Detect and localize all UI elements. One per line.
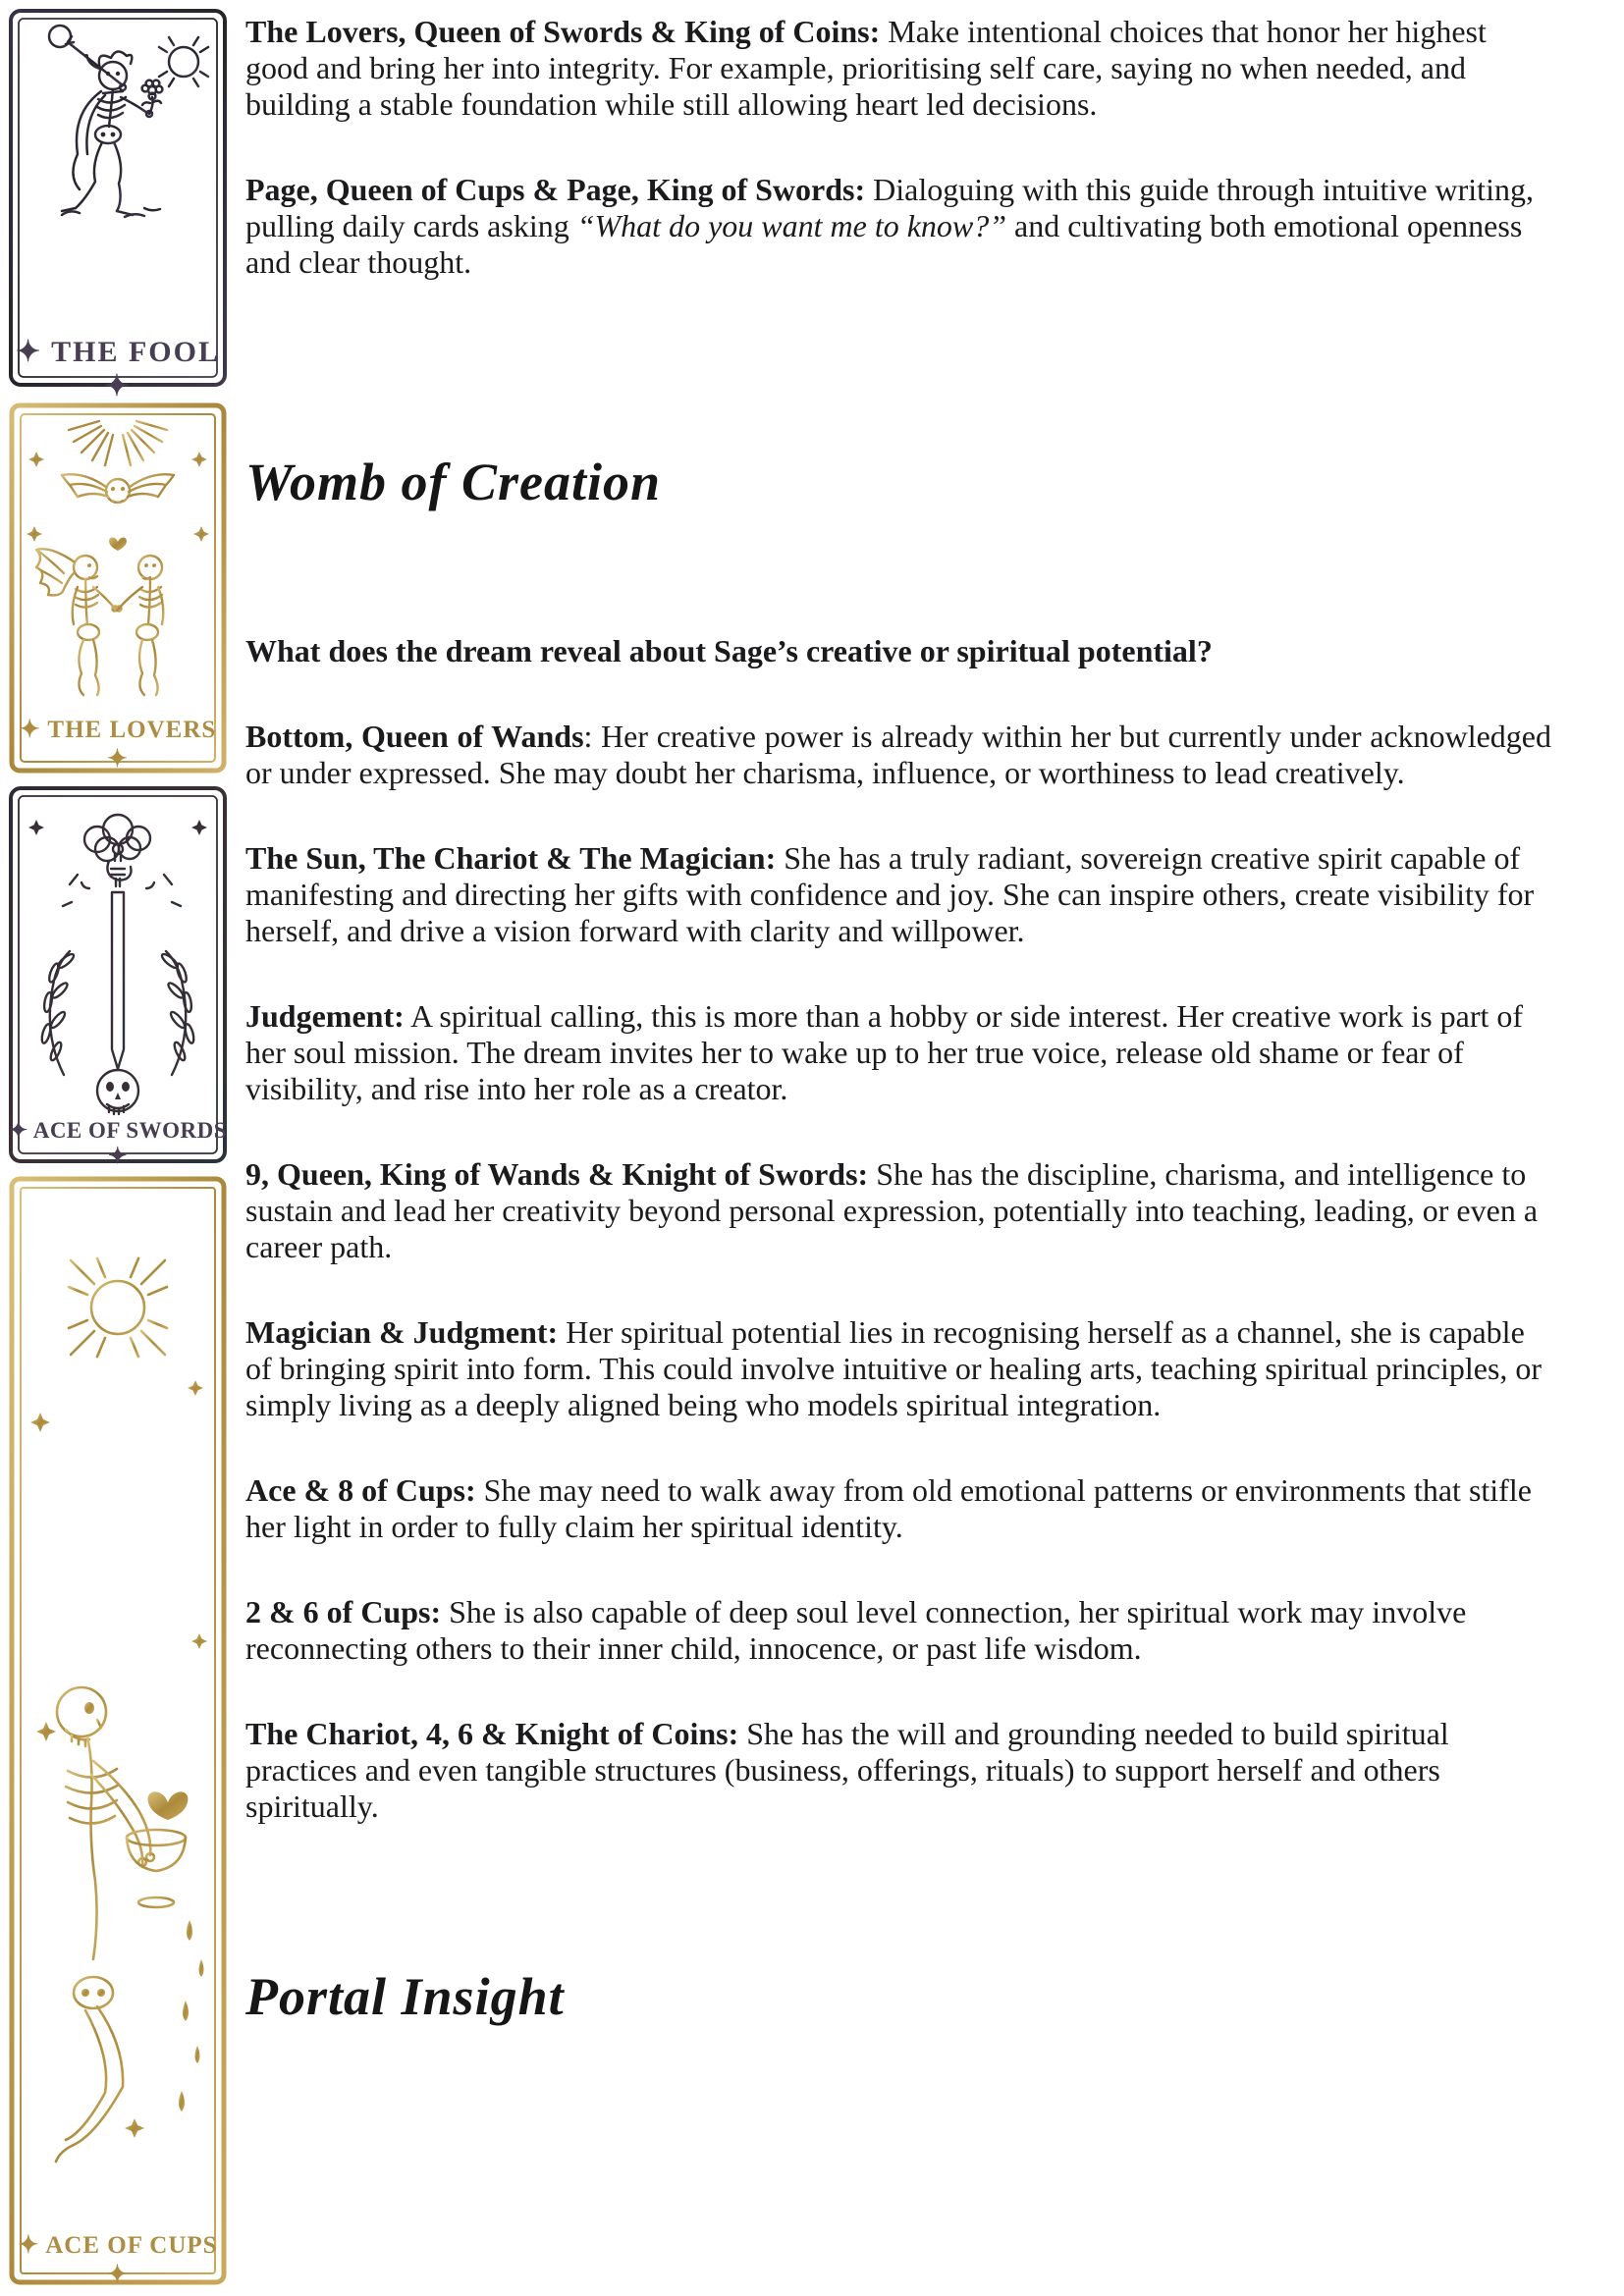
ace-of-swords-card-art: [7, 784, 229, 1165]
body-paragraph: [245, 1594, 1551, 1667]
tarot-card-the-lovers: [7, 400, 229, 775]
sparkle-icon: [30, 1413, 50, 1432]
skull-icon: [97, 1070, 138, 1114]
body-paragraph: [245, 172, 1551, 281]
quoted-question-text: “What do you want me to know?”: [576, 208, 1007, 243]
heart-icon: [109, 537, 127, 551]
card-border: [11, 11, 225, 385]
sparkle-icon: [191, 452, 207, 467]
paragraph-text: She is also capable of deep soul level connection, her spiritual work may involve reconnecting others to their inner child, innocence, or past life wisdom.: [245, 1594, 1467, 1666]
body-paragraph: [245, 719, 1551, 791]
paragraph-text: Make intentional choices that honor her highest good and bring her into integrity. For example, prioritising self care, saying no when needed, and building a stable foundation while still allowing heart led decisions.: [245, 14, 1487, 122]
sparkle-icon: [125, 2118, 144, 2138]
drip-icon: [179, 2091, 185, 2111]
script-heading: Womb of Creation: [245, 453, 662, 511]
body-paragraph: [245, 1156, 1551, 1265]
tarot-card-the-fool: [7, 7, 229, 402]
sun-rays-icon: [69, 421, 167, 467]
card-combination-lead: The Sun, The Chariot & The Magician:: [245, 840, 777, 876]
body-paragraph: [245, 1716, 1551, 1825]
card-combination-lead: 9, Queen, King of Wands & Knight of Swords:: [245, 1156, 869, 1192]
card-combination-lead: The Lovers, Queen of Swords & King of Coins:: [245, 14, 881, 49]
sparkle-icon: [191, 820, 207, 835]
tarot-cards-column: [7, 0, 229, 2296]
paragraph-text: Her spiritual potential lies in recognising herself as a channel, she is capable of bringing spirit into form. This could involve intuitive or healing arts, teaching spiritual principles, or simply living as a deeply aligned being who models spiritual integration.: [245, 1314, 1543, 1422]
ace-of-cups-card-art: [7, 1174, 229, 2287]
heart-icon: [148, 1791, 189, 1820]
sparkle-icon: [28, 452, 44, 467]
gold-accents: [30, 1380, 207, 2138]
the-fool-card-art: [7, 7, 229, 389]
paragraph-text: A spiritual calling, this is more than a hobby or side interest. Her creative work is part of her soul mission. The dream invites her to wake up to her true voice, release old shame or fear of visibility, and rise into her role as a creator.: [245, 998, 1524, 1106]
fool-skeleton-icon: [49, 26, 162, 217]
card-title-the-lovers: ✦ THE LOVERS ✦: [19, 717, 217, 773]
paragraph-text: She may need to walk away from old emotional patterns or environments that stifle her light in order to fully claim her spiritual identity.: [245, 1472, 1532, 1544]
sun-icon: [155, 33, 212, 90]
sparkle-icon: [28, 820, 44, 835]
drip-icon: [195, 2046, 200, 2063]
body-paragraph: [245, 840, 1551, 949]
body-paragraph: [245, 1314, 1551, 1423]
sun-icon: [51, 1241, 185, 1374]
card-combination-lead: Page, Queen of Cups & Page, King of Swords:: [245, 172, 866, 207]
drip-icon: [187, 1920, 192, 1941]
card-title-ace-of-cups: ✦ ACE OF CUPS ✦: [18, 2232, 218, 2288]
paragraph-text: She has a truly radiant, sovereign creative spirit capable of manifesting and directing her gifts with confidence and joy. She can inspire others, create visibility for herself, and drive a vision forward with clarity and willpower.: [245, 840, 1535, 948]
drip-icon: [199, 1959, 204, 1977]
winged-skull-icon: [62, 474, 174, 503]
sparkle-icon: [27, 526, 42, 542]
body-paragraph: [245, 14, 1551, 123]
sparkle-icon: [188, 1380, 203, 1396]
skeleton-with-chalice-icon: [56, 1687, 186, 2162]
paragraph-text: and cultivating both emotional openness and clear thought.: [245, 208, 1523, 280]
sparkle-icon: [191, 1633, 207, 1649]
card-title-the-fool: ✦ THE FOOL ✦: [16, 336, 220, 402]
card-combination-lead: Bottom, Queen of Wands: [245, 719, 584, 754]
tarot-card-ace-of-swords: [7, 784, 229, 1168]
card-title-ace-of-swords: ✦ ACE OF SWORDS ✦: [8, 1118, 228, 1168]
body-paragraph: [245, 1472, 1551, 1545]
paragraph-text: She has the will and grounding needed to build spiritual practices and even tangible structures (business, offerings, rituals) to support herself and others spiritually.: [245, 1716, 1449, 1824]
paragraph-text: Dialoguing with this guide through intuitive writing, pulling daily cards asking: [245, 172, 1534, 243]
card-combination-lead: Magician & Judgment:: [245, 1314, 559, 1350]
question-heading: What does the dream reveal about Sage’s creative or spiritual potential?: [245, 633, 1213, 668]
tarot-card-ace-of-cups: [7, 1174, 229, 2287]
sparkle-icon: [36, 1722, 56, 1741]
paragraph-text: : Her creative power is already within her but currently under acknowledged or under expressed. She may doubt her charisma, influence, or worthiness to lead creatively.: [245, 719, 1552, 790]
laurel-branch-icon: [40, 951, 76, 1075]
content-column: [245, 0, 1551, 2036]
left-skeleton-icon: [36, 549, 118, 695]
right-skeleton-icon: [116, 556, 163, 695]
paragraph-text: She has the discipline, charisma, and intelligence to sustain and lead her creativity beyond personal expression, potentially into teaching, leading, or even a career path.: [245, 1156, 1539, 1264]
script-heading: Portal Insight: [245, 1967, 565, 2026]
card-combination-lead: The Chariot, 4, 6 & Knight of Coins:: [245, 1716, 739, 1751]
body-paragraph: [245, 998, 1551, 1107]
card-combination-lead: Judgement:: [245, 998, 405, 1034]
chalice-icon: [127, 1830, 186, 1845]
drip-icon: [183, 2001, 189, 2021]
card-combination-lead: 2 & 6 of Cups:: [245, 1594, 442, 1629]
card-combination-lead: Ace & 8 of Cups:: [245, 1472, 476, 1508]
sparkle-icon: [193, 526, 209, 542]
hand-and-sword-icon: [81, 844, 154, 1069]
